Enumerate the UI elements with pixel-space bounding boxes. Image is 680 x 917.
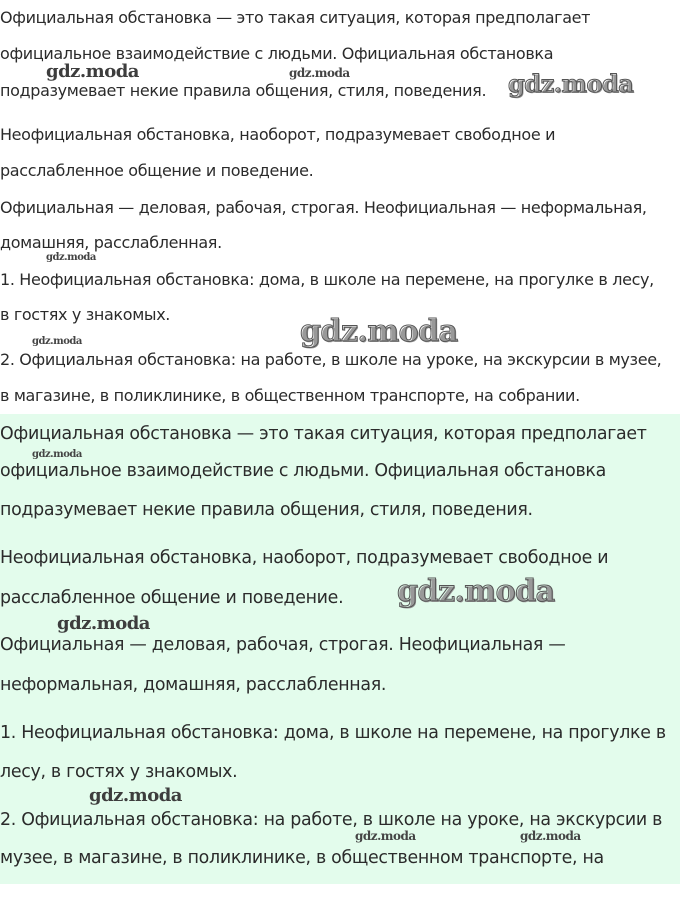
- watermark-logo: gdz.moda: [289, 66, 350, 80]
- watermark-logo: gdz.moda: [46, 61, 139, 82]
- text-line: Неофициальная обстановка, наоборот, подразумевает свободное и: [0, 548, 609, 568]
- text-line: 2. Официальная обстановка: на работе, в школе на уроке, на экскурсии в музее,: [0, 350, 662, 369]
- watermark-logo: gdz.moda: [32, 336, 82, 347]
- text-line: в гостях у знакомых.: [0, 305, 171, 324]
- text-line: расслабленное общение и поведение.: [0, 161, 314, 180]
- text-line: неформальная, домашняя, расслабленная.: [0, 675, 387, 695]
- watermark-logo: gdz.moda: [46, 252, 96, 263]
- watermark-logo: gdz.moda: [89, 785, 182, 806]
- text-line: в магазине, в поликлинике, в общественном транспорте, на собрании.: [0, 386, 580, 405]
- text-line: Официальная — деловая, рабочая, строгая. Неофициальная —: [0, 635, 566, 655]
- text-line: 1. Неофициальная обстановка: дома, в школе на перемене, на прогулке в: [0, 723, 666, 743]
- text-line: подразумевает некие правила общения, стиля, поведения.: [0, 500, 533, 520]
- text-line: музее, в магазине, в поликлинике, в общественном транспорте, на: [0, 848, 604, 868]
- text-line: Неофициальная обстановка, наоборот, подразумевает свободное и: [0, 125, 556, 144]
- text-line: Официальная — деловая, рабочая, строгая. Неофициальная — неформальная,: [0, 198, 647, 217]
- text-line: подразумевает некие правила общения, стиля, поведения.: [0, 81, 487, 100]
- text-line: лесу, в гостях у знакомых.: [0, 762, 238, 782]
- text-line: официальное взаимодействие с людьми. Официальная обстановка: [0, 44, 554, 63]
- watermark-logo: gdz.moda: [520, 829, 581, 843]
- watermark-logo: gdz.moda: [355, 829, 416, 843]
- text-line: официальное взаимодействие с людьми. Официальная обстановка: [0, 461, 606, 481]
- text-line: 1. Неофициальная обстановка: дома, в школе на перемене, на прогулке в лесу,: [0, 270, 654, 289]
- text-line: домашняя, расслабленная.: [0, 233, 222, 252]
- watermark-logo: gdz.moda: [397, 574, 555, 609]
- text-line: расслабленное общение и поведение.: [0, 588, 344, 608]
- watermark-logo: gdz.moda: [300, 314, 458, 349]
- watermark-logo: gdz.moda: [32, 449, 82, 460]
- text-line: 2. Официальная обстановка: на работе, в школе на уроке, на экскурсии в: [0, 810, 663, 830]
- text-line: Официальная обстановка — это такая ситуация, которая предполагает: [0, 8, 591, 27]
- watermark-logo: gdz.moda: [508, 69, 634, 98]
- text-line: Официальная обстановка — это такая ситуация, которая предполагает: [0, 424, 647, 444]
- watermark-logo: gdz.moda: [57, 613, 150, 634]
